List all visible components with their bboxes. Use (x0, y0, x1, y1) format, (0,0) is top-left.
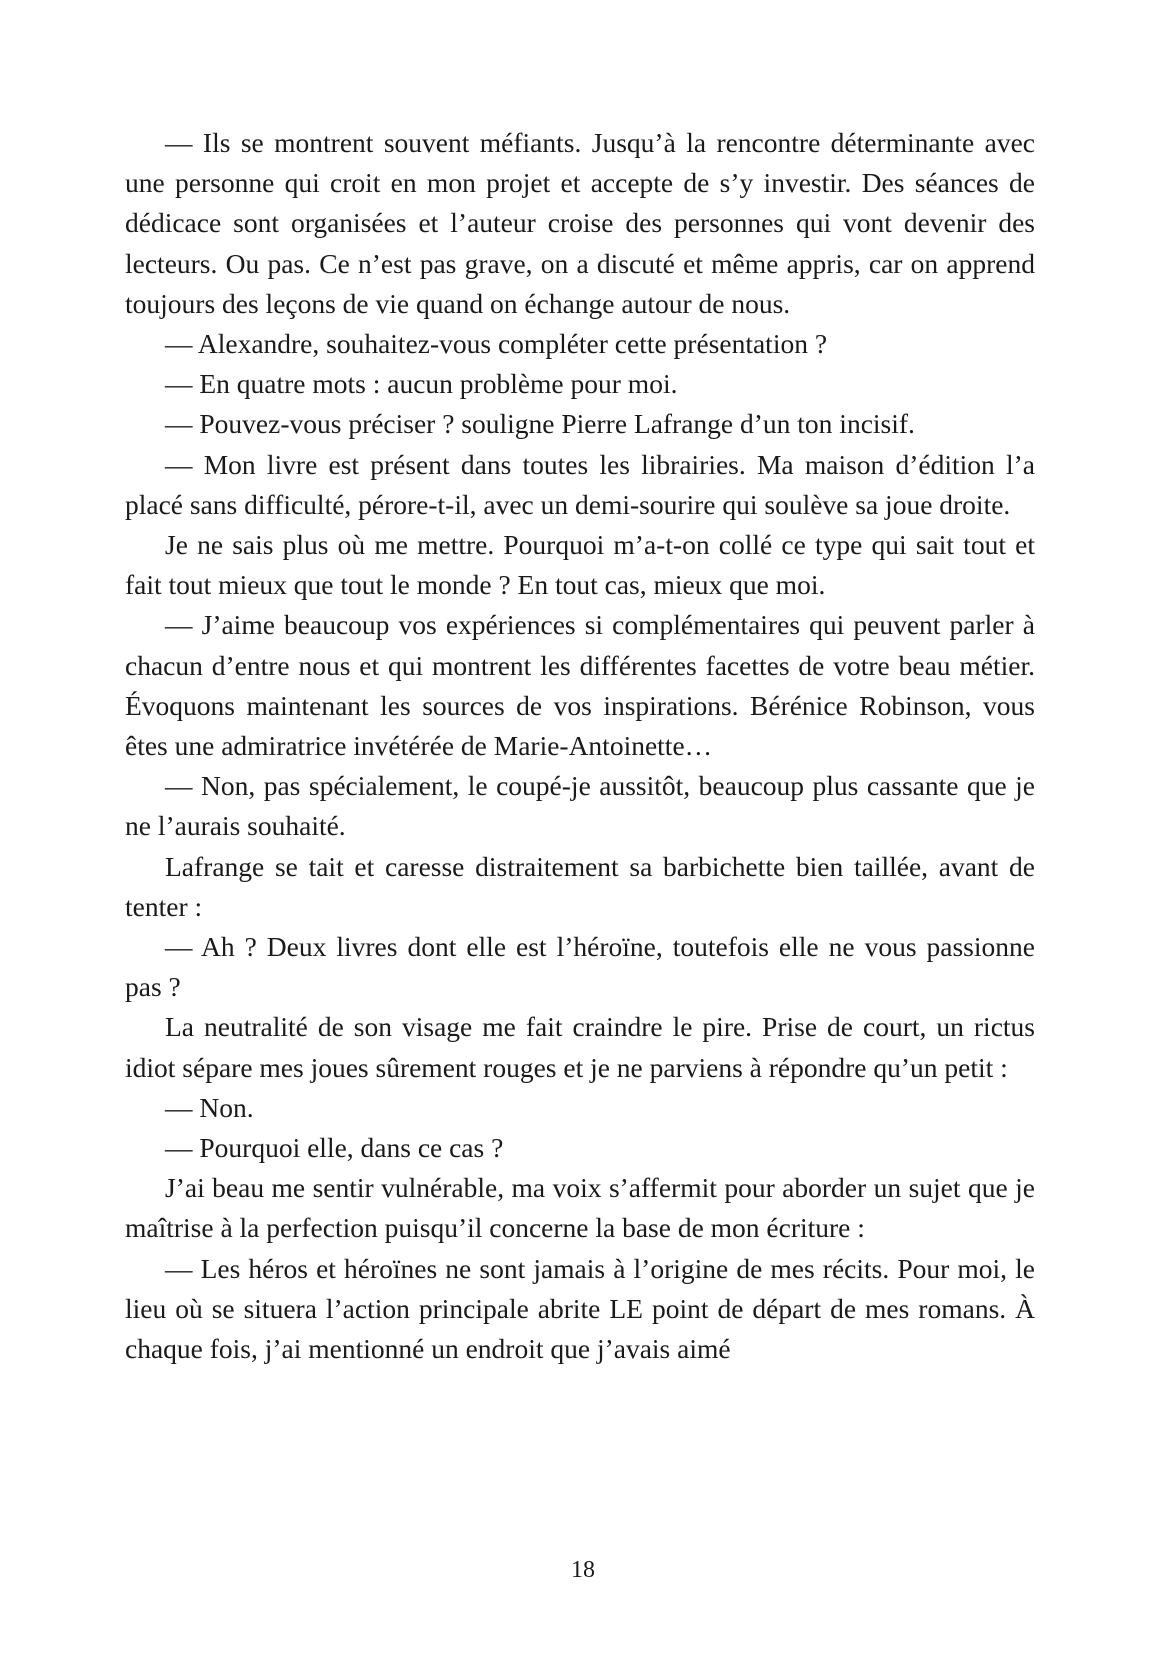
paragraph: La neutralité de son visage me fait craindre le pire. Prise de court, un rictus idiot sépare mes joues sûrement rouges et je ne parviens à répondre qu’un petit : (125, 1011, 1035, 1083)
paragraph: — Pourquoi elle, dans ce cas ? (165, 1132, 504, 1164)
paragraph: — Non. (165, 1091, 254, 1123)
paragraph: — J’aime beaucoup vos expériences si complémentaires qui peuvent parler à chacun d’entre nous et qui montrent les différentes facettes de votre beau métier. Évoquons maintenant les sources de vos inspirations. Bérénice Robinson, vous êtes une admiratrice invétérée de Marie-Antoinette… (125, 609, 1035, 762)
paragraph: Je ne sais plus où me mettre. Pourquoi m’a-t-on collé ce type qui sait tout et fait tout mieux que tout le monde ? En tout cas, mieux que moi. (125, 529, 1035, 601)
paragraph: — En quatre mots : aucun problème pour moi. (165, 368, 678, 400)
paragraph: Lafrange se tait et caresse distraitement sa barbichette bien taillée, avant de tenter : (125, 850, 1035, 922)
paragraph: — Ils se montrent souvent méfiants. Jusqu’à la rencontre déterminante avec une personne qui croit en mon projet et accepte de s’y investir. Des séances de dédicace sont organisées et l’auteur croise des personnes qui vont devenir des lecteurs. Ou pas. Ce n’est pas grave, on a discuté et même appris, car on apprend toujours des leçons de vie quand on échange autour de nous. (125, 127, 1035, 319)
page-number: 18 (571, 1557, 595, 1583)
paragraph: — Les héros et héroïnes ne sont jamais à l’origine de mes récits. Pour moi, le lieu où se situera l’action principale abrite LE point de départ de mes romans. À chaque fois, j’ai mentionné un endroit que j’avais aimé (125, 1252, 1035, 1365)
body-text (125, 123, 1035, 1369)
paragraph: J’ai beau me sentir vulnérable, ma voix s’affermit pour aborder un sujet que je maîtrise à la perfection puisqu’il concerne la base de mon écriture : (125, 1172, 1035, 1244)
paragraph: — Non, pas spécialement, le coupé-je aussitôt, beaucoup plus cassante que je ne l’aurais souhaité. (125, 770, 1035, 842)
paragraph: — Mon livre est présent dans toutes les librairies. Ma maison d’édition l’a placé sans difficulté, pérore-t-il, avec un demi-sourire qui soulève sa joue droite. (125, 448, 1035, 520)
paragraph: — Pouvez-vous préciser ? souligne Pierre Lafrange d’un ton incisif. (165, 408, 915, 440)
paragraph: — Alexandre, souhaitez-vous compléter cette présentation ? (165, 328, 828, 360)
paragraph: — Ah ? Deux livres dont elle est l’héroïne, toutefois elle ne vous passionne pas ? (125, 931, 1035, 1003)
